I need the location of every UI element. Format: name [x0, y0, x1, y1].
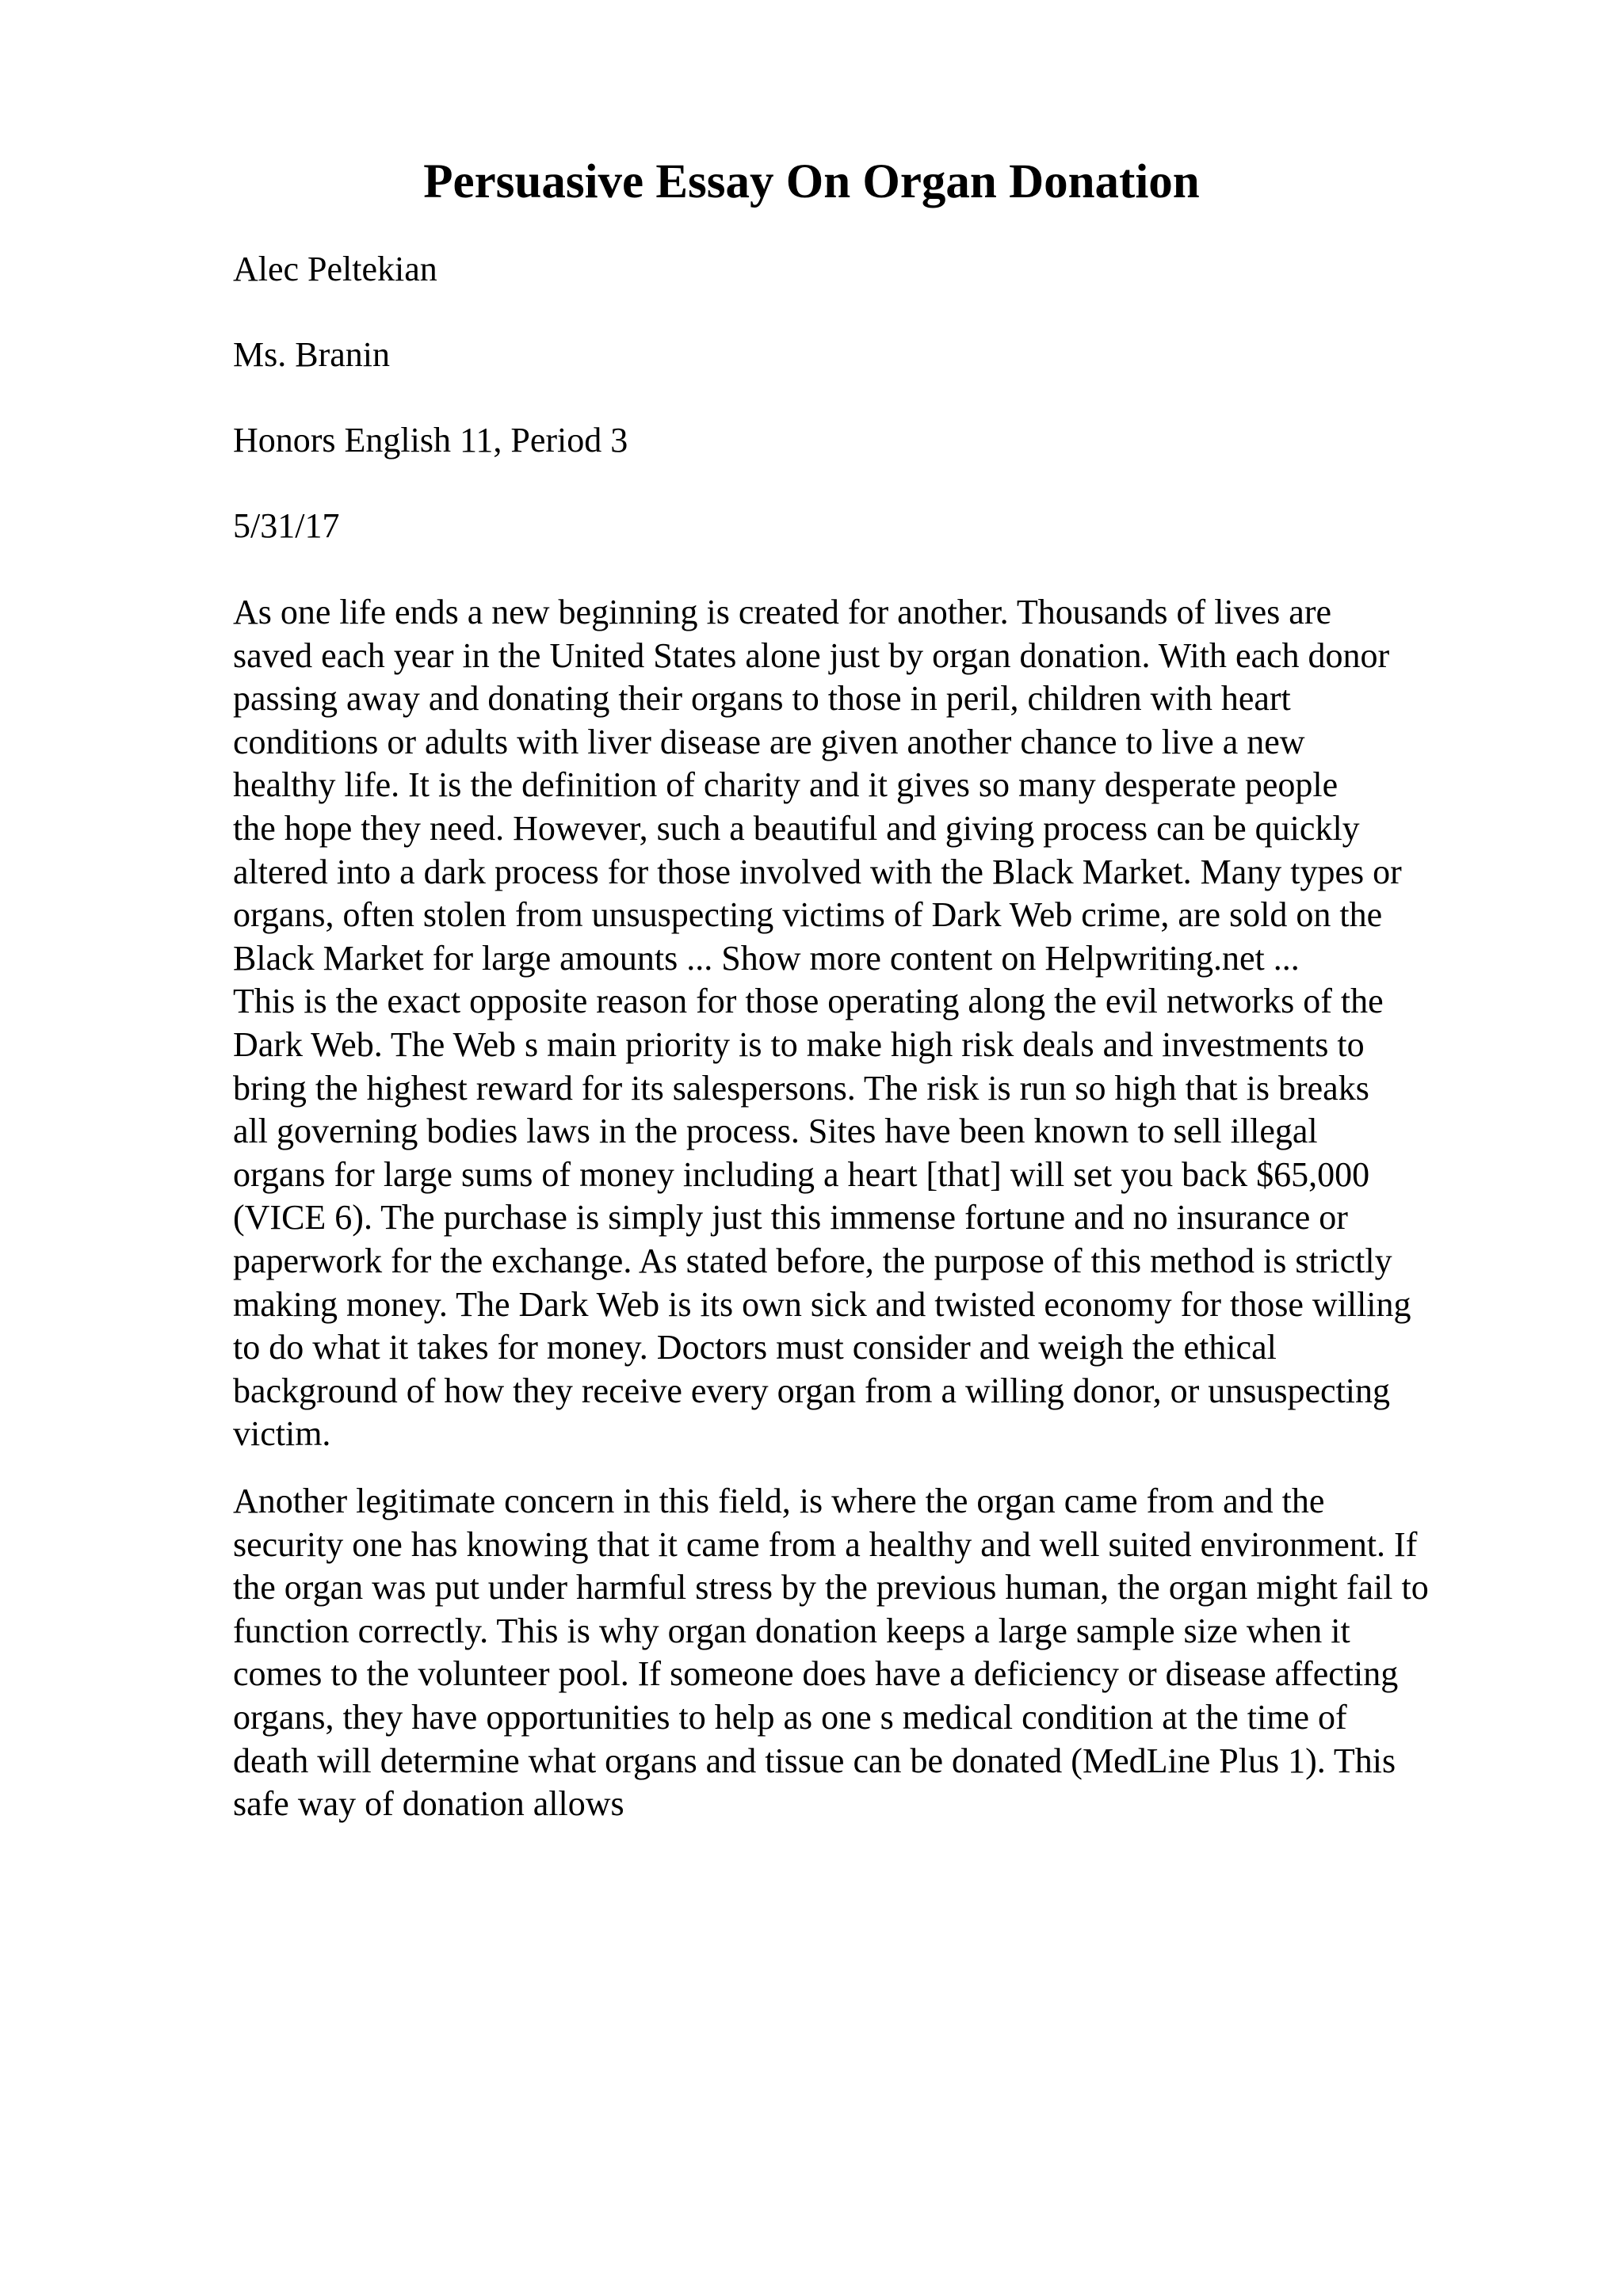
paragraph-line: paperwork for the exchange. As stated before, the purpose of this method is strictly — [233, 1241, 1392, 1280]
paragraph-line: altered into a dark process for those involved with the Black Market. Many types or — [233, 852, 1402, 891]
paragraph-line: to do what it takes for money. Doctors must consider and weigh the ethical — [233, 1328, 1277, 1367]
paragraph-line: organs, they have opportunities to help as one s medical condition at the time of — [233, 1697, 1347, 1737]
paragraph-line: saved each year in the United States alone just by organ donation. With each donor — [233, 635, 1390, 675]
body-paragraph-1 — [233, 591, 1411, 1456]
paragraph-line: bring the highest reward for its salespersons. The risk is run so high that is breaks — [233, 1068, 1369, 1108]
course-name: Honors English 11, Period 3 — [233, 421, 628, 460]
paragraph-line: organs for large sums of money including a heart [that] will set you back $65,000 — [233, 1154, 1370, 1194]
author-name: Alec Peltekian — [233, 250, 437, 288]
paragraph-line: This is the exact opposite reason for those operating along the evil networks of the — [233, 982, 1384, 1021]
paragraph-line: Dark Web. The Web s main priority is to make high risk deals and investments to — [233, 1024, 1365, 1064]
paragraph-line: victim. — [233, 1414, 331, 1454]
paragraph-line: organs, often stolen from unsuspecting victims of Dark Web crime, are sold on the — [233, 895, 1383, 935]
paragraph-line: Black Market for large amounts ... Show more content on Helpwriting.net ... — [233, 938, 1300, 978]
paragraph-line: healthy life. It is the definition of charity and it gives so many desperate people — [233, 765, 1338, 805]
document-title: Persuasive Essay On Organ Donation — [423, 155, 1200, 208]
paragraph-line: comes to the volunteer pool. If someone does have a deficiency or disease affecting — [233, 1654, 1399, 1694]
body-paragraph-2 — [233, 1480, 1429, 1826]
paragraph-line: passing away and donating their organs to those in peril, children with heart — [233, 679, 1291, 719]
essay-date: 5/31/17 — [233, 506, 340, 545]
paragraph-line: making money. The Dark Web is its own sick and twisted economy for those willing — [233, 1284, 1411, 1324]
paragraph-line: security one has knowing that it came from a healthy and well suited environment. If — [233, 1524, 1418, 1564]
teacher-name: Ms. Branin — [233, 335, 390, 374]
paragraph-line: death will determine what organs and tissue can be donated (MedLine Plus 1). This — [233, 1741, 1396, 1780]
paragraph-line: As one life ends a new beginning is created for another. Thousands of lives are — [233, 593, 1331, 631]
paragraph-line: all governing bodies laws in the process. Sites have been known to sell illegal — [233, 1112, 1318, 1151]
paragraph-line: the hope they need. However, such a beautiful and giving process can be quickly — [233, 808, 1360, 848]
paragraph-line: Another legitimate concern in this field, is where the organ came from and the — [233, 1482, 1325, 1520]
paragraph-line: (VICE 6). The purchase is simply just this immense fortune and no insurance or — [233, 1198, 1348, 1238]
paragraph-line: safe way of donation allows — [233, 1784, 624, 1824]
paragraph-line: the organ was put under harmful stress by the previous human, the organ might fail to — [233, 1568, 1429, 1608]
paragraph-line: conditions or adults with liver disease are given another chance to live a new — [233, 722, 1305, 761]
paragraph-line: background of how they receive every organ from a willing donor, or unsuspecting — [233, 1371, 1391, 1410]
paragraph-line: function correctly. This is why organ donation keeps a large sample size when it — [233, 1611, 1350, 1650]
